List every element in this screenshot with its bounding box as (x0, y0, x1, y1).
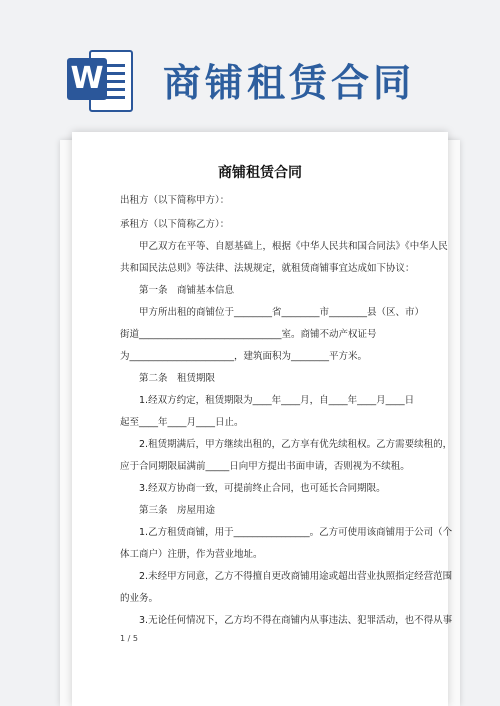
document-line: 共和国民法总则》等法律、法规规定，就租赁商铺事宜达成如下协议： (120, 263, 415, 274)
page-number: 1 / 5 (120, 634, 138, 643)
document-line: 起至____年____月____日止。 (120, 417, 244, 428)
document-line: 甲方所出租的商铺位于________省________市________县（区、市） (120, 307, 425, 318)
section-heading: 第二条 租赁期限 (120, 373, 216, 384)
document-line: 2.未经甲方同意，乙方不得擅自更改商铺用途或超出营业执照指定经营范围 (120, 571, 453, 582)
document-line: 2.租赁期满后，甲方继续出租的，乙方享有优先续租权。乙方需要续租的， (120, 439, 453, 450)
document-title: 商铺租赁合同 (218, 165, 302, 181)
word-app-icon (63, 44, 135, 116)
document-line: 1.经双方约定，租赁期限为____年____月，自____年____月____日 (120, 395, 415, 406)
document-line: 3.经双方协商一致，可提前终止合同，也可延长合同期限。 (120, 483, 386, 494)
document-line: 3.无论任何情况下，乙方均不得在商铺内从事违法、犯罪活动，也不得从事 (120, 615, 453, 626)
document-line: 1.乙方租赁商铺，用于________________。乙方可使用该商铺用于公司（个 (120, 527, 453, 538)
document-line: 为______________________，建筑面积为________平方米。 (120, 351, 368, 362)
word-badge: W (67, 58, 107, 100)
document-page (72, 132, 453, 706)
section-heading: 第一条 商铺基本信息 (120, 285, 235, 296)
banner-title: 商铺租赁合同 (163, 61, 416, 105)
document-line: 甲乙双方在平等、自愿基础上，根据《中华人民共和国合同法》《中华人民 (120, 241, 448, 252)
document-line: 承租方（以下简称乙方）： (120, 219, 230, 230)
document-line: 街道______________________________室。商铺不动产权证号 (120, 329, 377, 340)
document-line: 的业务。 (120, 593, 159, 604)
document-line: 体工商户）注册，作为营业地址。 (120, 549, 263, 560)
document-line: 应于合同期限届满前_____日向甲方提出书面申请，否则视为不续租。 (120, 461, 410, 472)
section-heading: 第三条 房屋用途 (120, 505, 216, 516)
banner-header (0, 0, 500, 125)
document-line: 出租方（以下简称甲方）： (120, 195, 230, 206)
